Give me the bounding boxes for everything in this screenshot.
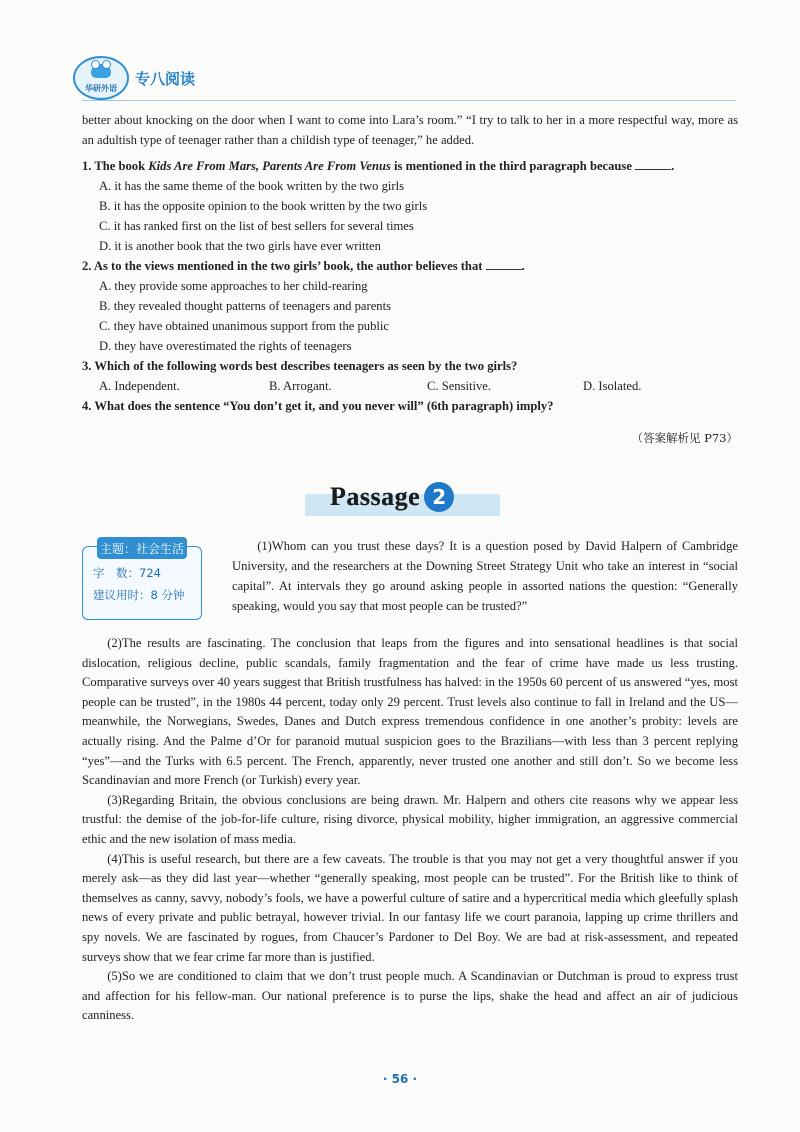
question-1-option-c: C. it has ranked first on the list of best sellers for several times	[99, 219, 414, 233]
logo-text: 华研外语	[85, 84, 117, 93]
suggested-time: 建议用时：8 分钟	[93, 588, 185, 602]
series-title: 专八阅读	[135, 69, 196, 88]
passage-1-questions	[82, 110, 738, 459]
passage-2-paragraph-2: (2)The results are fascinating. The conclusion that leaps from the figures and into sensational headlines is that social dislocation, religious decline, public scandals, family fragmentation and the fear of crime have made us less trusting. Comparative surveys over 40 years suggest that British trustfulness has halved: in the 1950s 60 percent of us answered “yes, most people can be trusted”, in the 1980s 44 percent, today only 29 percent. Trust levels also continue to fall in Ireland and the US—meanwhile, the Norwegians, Swedes, Danes and Dutch express tremendous confidence in one another’s probity: levels are actually rising. And the Palme d’Or for paranoid mutual suspicion goes to the Brazilians—with less than 3 percent replying “yes”—and the Turks with 6.5 percent. The French, apparently, never trusted one another and still don’t. So we become less Scandinavian and more French (or Turkish) every year.	[82, 636, 738, 788]
question-3-option-b: B. Arrogant.	[269, 379, 332, 393]
question-2-option-a: A. they provide some approaches to her child-rearing	[99, 279, 368, 293]
passage-title: Passage	[330, 482, 421, 511]
question-1-option-b: B. it has the opposite opinion to the book written by the two girls	[99, 199, 428, 213]
question-1: 1. The book Kids Are From Mars, Parents Are From Venus is mentioned in the third paragraph because .	[82, 159, 675, 173]
passage-2-paragraph-3: (3)Regarding Britain, the obvious conclusions are being drawn. Mr. Halpern and others cite reasons why we appear less trustful: the demise of the job-for-life culture, rising divorce, physical mobility, higher immigration, an aggressive commercial ethic and the new isolation of mass media.	[82, 792, 738, 846]
question-1-option-a: A. it has the same theme of the book written by the two girls	[99, 179, 404, 193]
question-3-option-a: A. Independent.	[99, 379, 180, 393]
brand-logo	[73, 56, 195, 100]
passage-2-body	[82, 634, 738, 1026]
word-count: 字 数：724	[93, 566, 161, 580]
book-title: Kids Are From Mars, Parents Are From Venus	[148, 159, 391, 173]
answer-blank	[635, 157, 671, 170]
passage-number-badge: 2	[424, 482, 454, 512]
answer-blank	[486, 257, 522, 270]
question-2-option-c: C. they have obtained unanimous support from the public	[99, 319, 389, 333]
passage-2-first-block	[232, 536, 738, 616]
question-3-option-d: D. Isolated.	[583, 379, 642, 393]
frog-logo-icon	[73, 56, 129, 100]
passage-heading	[330, 482, 454, 512]
question-2: 2. As to the views mentioned in the two girls’ book, the author believes that .	[82, 259, 525, 273]
topic-info-box	[82, 541, 202, 620]
question-3-option-c: C. Sensitive.	[427, 379, 492, 393]
passage-2-paragraph-5: (5)So we are conditioned to claim that we don’t trust people much. A Scandinavian or Dutchman is proud to express trust and affection for his fellow-man. Our national preference is to purse the lips, shake the head and affect an air of judicious canniness.	[82, 969, 738, 1023]
question-2-option-b: B. they revealed thought patterns of teenagers and parents	[99, 299, 391, 313]
answer-reference: （答案解析见 P73）	[631, 430, 738, 445]
passage-2-paragraph-1: (1)Whom can you trust these days? It is a question posed by David Halpern of Cambridge University, and the researchers at the Downing Street Strategy Unit who take an interest in “social capital”. At intervals they go around asking people in assorted nations the question: “Generally speaking, would you say that most people can be trusted?”	[232, 539, 738, 613]
page-number: · 56 ·	[382, 1072, 418, 1086]
header-divider	[82, 100, 736, 101]
question-2-option-d: D. they have overestimated the rights of teenagers	[99, 339, 352, 353]
question-3: 3. Which of the following words best describes teenagers as seen by the two girls?	[82, 359, 518, 373]
question-4: 4. What does the sentence “You don’t get it, and you never will” (6th paragraph) imply?	[82, 399, 554, 413]
question-1-option-d: D. it is another book that the two girls have ever written	[99, 239, 381, 253]
passage-1-tail-paragraph: better about knocking on the door when I want to come into Lara’s room.” “I try to talk to her in a more respectful way, more as an adultish type of teenager rather than a childish type of teenager,” he added.	[82, 113, 738, 147]
topic-label: 主题：社会生活	[97, 537, 187, 559]
question-3-options	[99, 376, 738, 396]
passage-2-paragraph-4: (4)This is useful research, but there are a few caveats. The trouble is that you may not get a very thoughtful answer if you merely ask—as they did last year—whether “generally speaking, most people can be trusted”. For the British like to think of themselves as canny, savvy, nobody’s fools, we have a powerful culture of satire and a hypercritical media which gleefully splash news of every private and public betrayal, however trivial. In our fantasy life we court paranoia, lapping up crime thrillers and spy novels. We are fascinated by rogues, from Chaucer’s Pardoner to Del Boy. We are bad at risk-assessment, and repeated surveys show that we fear crime far more than is justified.	[82, 851, 738, 964]
